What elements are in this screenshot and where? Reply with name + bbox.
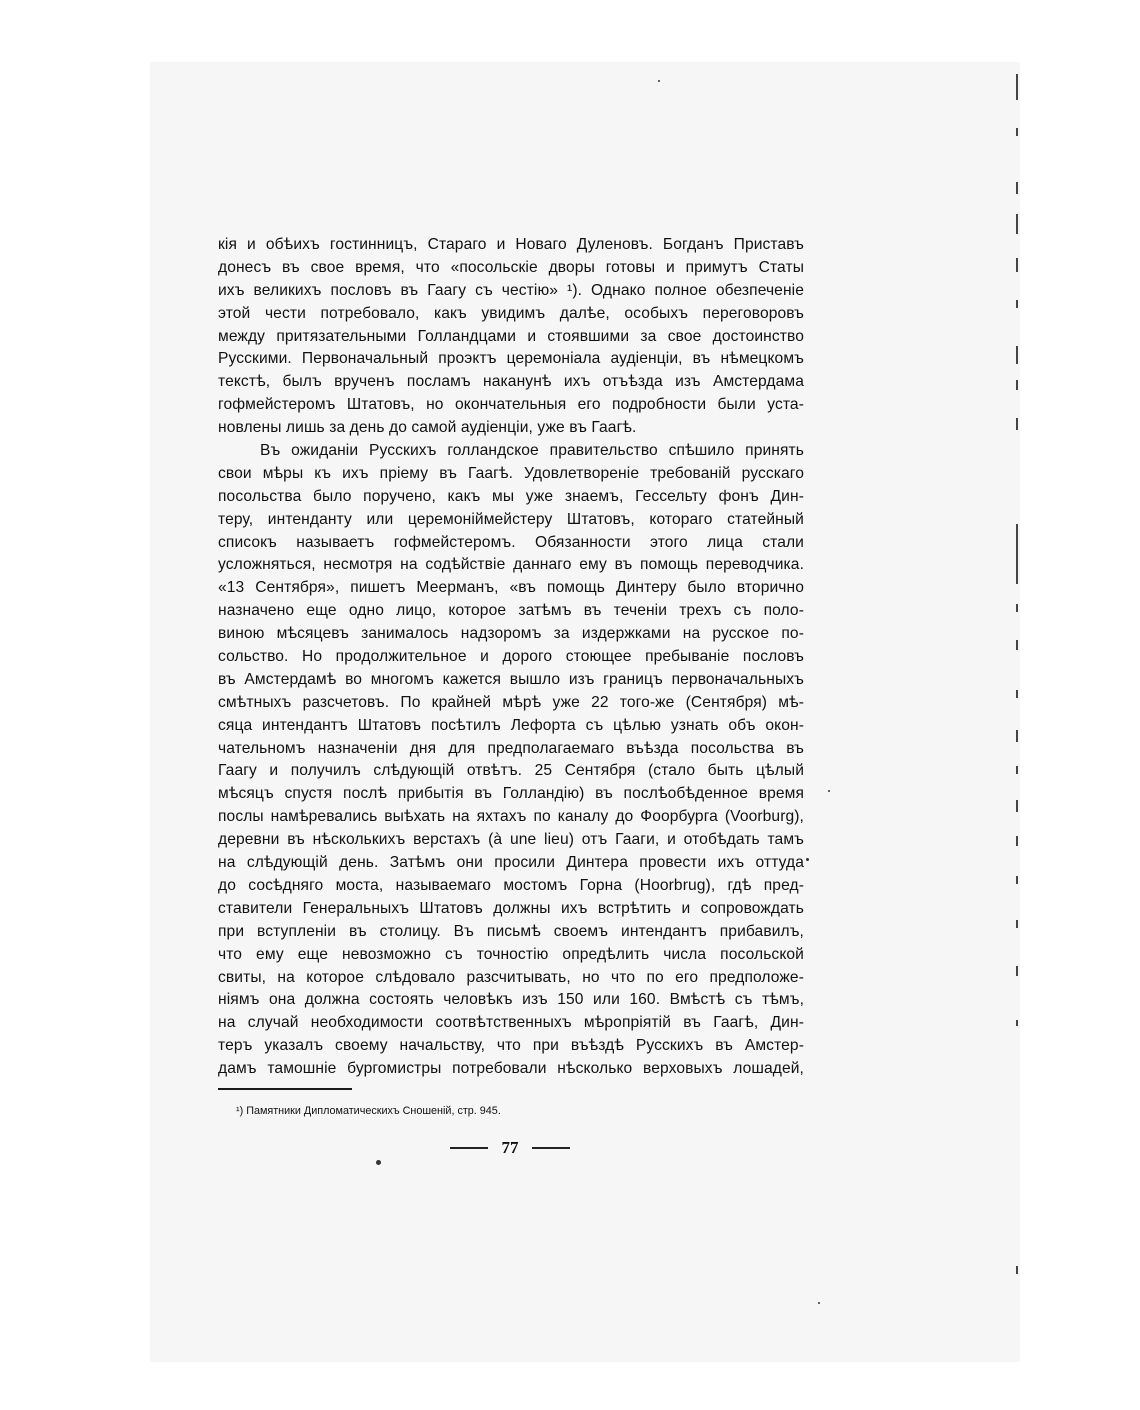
- text-line: на слѣдующій день. Затѣмъ они просили Динтера провести ихъ оттуда: [218, 854, 804, 872]
- text-line: теръ указалъ своему начальству, что при въѣздѣ Русскихъ въ Амстер-: [218, 1037, 804, 1055]
- text-line: теру, интенданту или церемоніймейстеру Штатовъ, котораго статейный: [218, 510, 804, 528]
- scan-edge-mark: [1016, 690, 1018, 698]
- text-line: до сосѣдняго моста, называемаго мостомъ Горна (Hoorbrug), гдѣ пред-: [218, 876, 804, 894]
- scan-edge-mark: [1016, 730, 1018, 742]
- text-line: кія и обѣихъ гостинницъ, Стараго и Новаго Дуленовъ. Богданъ Приставъ: [218, 236, 804, 253]
- scan-edge-mark: [1016, 876, 1018, 884]
- text-line: гофмейстеромъ Штатовъ, но окончательныя его подробности были уста-: [218, 396, 804, 414]
- scan-edge-mark: [1016, 182, 1018, 194]
- paragraph-start-line: Въ ожиданіи Русскихъ голландское правительство спѣшило принять: [260, 442, 804, 460]
- scan-edge-mark: [1016, 766, 1018, 774]
- page-number: 77: [501, 1138, 519, 1157]
- scan-edge-mark: [1016, 214, 1018, 234]
- text-line: ставители Генеральныхъ Штатовъ должны ихъ встрѣтить и сопровождать: [218, 899, 804, 917]
- paragraph-end-line: новлены лишь за день до самой аудіенціи, уже въ Гаагѣ.: [218, 419, 637, 437]
- page-number-row: [450, 1136, 570, 1160]
- text-line: ніямъ она должна состоять человѣкъ изъ 150 или 160. Вмѣстѣ съ тѣмъ,: [218, 991, 804, 1009]
- text-line: свиты, на которое слѣдовало разсчитывать, но что по его предположе-: [218, 968, 804, 986]
- scan-speck: [376, 1160, 381, 1165]
- text-line: мѣсяцъ спустя послѣ прибытія въ Голландію) въ послѣобѣденное время: [218, 785, 804, 803]
- scan-edge-mark: [1016, 418, 1018, 430]
- text-line: усложняться, несмотря на содѣйствіе даннаго ему въ помощь переводчика.: [218, 556, 804, 574]
- scan-edge-mark: [1016, 258, 1018, 272]
- text-line: что ему еще невозможно съ точностію опредѣлить числа посольской: [218, 945, 804, 963]
- text-line: на случай необходимости соотвѣтственныхъ мѣропріятій въ Гаагѣ, Дин-: [218, 1014, 804, 1032]
- scan-edge-mark: [1016, 1266, 1018, 1274]
- text-line: сольство. Но продолжительное и дорого стоющее пребываніе пословъ: [218, 648, 804, 666]
- text-line: списокъ называетъ гофмейстеромъ. Обязанности этого лица стали: [218, 533, 804, 551]
- text-line: дамъ тамошніе бургомистры потребовали нѣсколько верховыхъ лошадей,: [218, 1060, 804, 1078]
- scan-edge-mark: [1016, 128, 1018, 136]
- text-line: при вступленіи въ столицу. Въ письмѣ своемъ интендантъ прибавилъ,: [218, 922, 804, 940]
- text-line: донесъ въ свое время, что «посольскіе дворы готовы и примутъ Статы: [218, 258, 804, 276]
- text-line: въ Амстердамѣ во многомъ кажется вышло изъ границъ первоначальныхъ: [218, 670, 804, 688]
- footnote-divider: [218, 1088, 352, 1090]
- scan-speck: [828, 790, 830, 792]
- scan-edge-mark: [1016, 966, 1018, 976]
- text-line: «13 Сентября», пишетъ Меерманъ, «въ помощь Динтеру было вторично: [218, 579, 804, 597]
- body-text: [218, 234, 804, 1081]
- page-number-dash-right: [532, 1147, 570, 1149]
- text-line: виною мѣсяцевъ занималось надзоромъ за издержками на русское по-: [218, 625, 804, 643]
- page-number-dash-left: [450, 1147, 488, 1149]
- text-line: ихъ великихъ пословъ въ Гаагу съ честію» ¹). Однако полное обезпеченіе: [218, 281, 804, 299]
- scan-speck: [658, 80, 660, 82]
- scan-edge-mark: [1016, 346, 1018, 364]
- text-line: деревни въ нѣсколькихъ верстахъ (à une lieu) отъ Гааги, и отобѣдать тамъ: [218, 831, 804, 849]
- scan-edge-mark: [1016, 604, 1018, 612]
- scan-edge-mark: [1016, 524, 1018, 584]
- text-line: Русскими. Первоначальный проэктъ церемоніала аудіенціи, въ нѣмецкомъ: [218, 350, 804, 368]
- scan-edge-mark: [1016, 380, 1018, 390]
- footnote: ¹) Памятники Дипломатическихъ Сношеній, стр. 945.: [236, 1105, 501, 1117]
- scan-speck: [818, 1302, 820, 1304]
- scan-edge-mark: [1016, 1020, 1018, 1026]
- text-line: посольства было поручено, какъ мы уже знаемъ, Гессельту фонъ Дин-: [218, 487, 804, 505]
- text-line: сяца интендантъ Штатовъ посѣтилъ Лефорта съ цѣлью узнать объ окон-: [218, 716, 804, 734]
- text-line: свои мѣры къ ихъ пріему въ Гаагѣ. Удовлетвореніе требованій русскаго: [218, 464, 804, 482]
- text-line: между притязательными Голландцами и стоявшими за свое достоинство: [218, 327, 804, 345]
- text-line: этой чести потребовало, какъ увидимъ далѣе, особыхъ переговоровъ: [218, 304, 804, 322]
- text-line: назначено еще одно лицо, которое затѣмъ въ теченіи трехъ съ поло-: [218, 602, 804, 620]
- text-line: чательномъ назначеніи дня для предполагаемаго въѣзда посольства въ: [218, 739, 804, 757]
- text-line: смѣтныхъ разсчетовъ. По крайней мѣрѣ уже 22 того-же (Сентября) мѣ-: [218, 693, 804, 711]
- scan-edge-mark: [1016, 74, 1018, 100]
- text-line: послы намѣревались выѣхать на яхтахъ по каналу до Фоорбурга (Voorburg),: [218, 808, 804, 826]
- scan-edge-mark: [1016, 640, 1018, 650]
- scan-edge-mark: [1016, 836, 1018, 846]
- text-line: Гаагу и получилъ слѣдующій отвѣтъ. 25 Сентября (стало быть цѣлый: [218, 762, 804, 780]
- scan-speck: [806, 858, 809, 861]
- scan-edge-mark: [1016, 920, 1018, 928]
- text-line: текстѣ, былъ врученъ посламъ наканунѣ ихъ отъѣзда изъ Амстердама: [218, 373, 804, 391]
- scan-edge-mark: [1016, 300, 1018, 308]
- scan-edge-mark: [1016, 800, 1018, 812]
